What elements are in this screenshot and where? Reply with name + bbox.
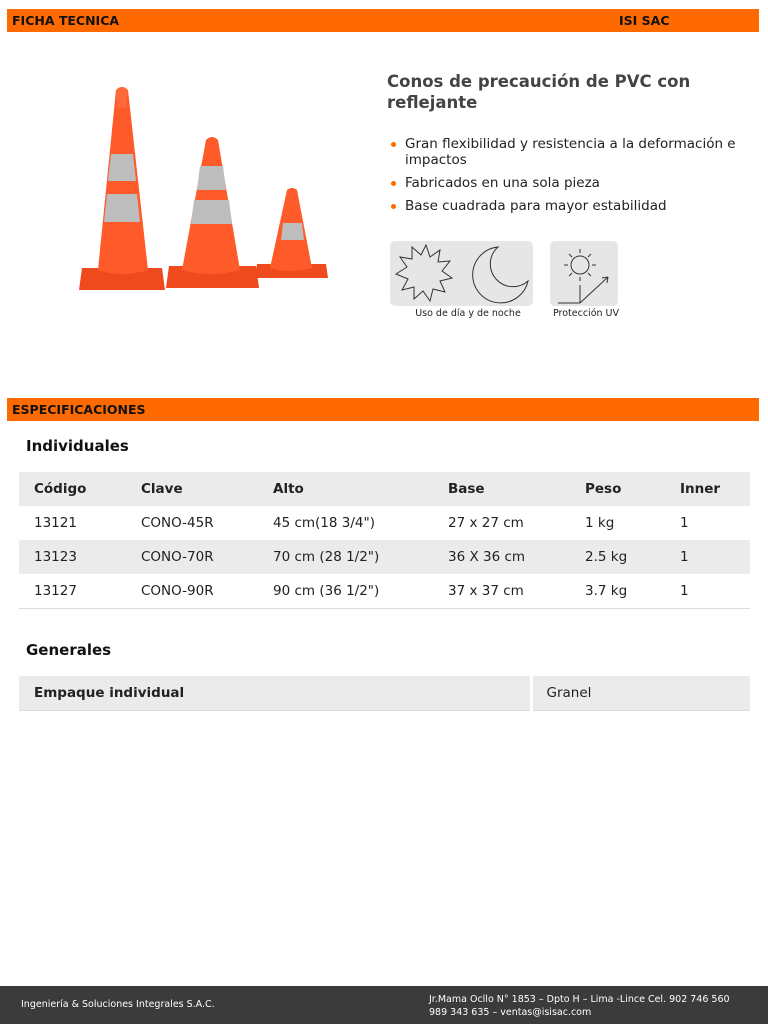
table-cell: 90 cm (36 1/2") <box>258 574 433 608</box>
specs-section-bar <box>7 398 759 421</box>
table-header-row <box>19 472 750 506</box>
table-row <box>19 506 750 540</box>
product-image <box>70 78 340 303</box>
general-title: Generales <box>26 641 112 659</box>
table-row <box>19 676 750 710</box>
footer-address <box>429 993 759 1019</box>
feature-list <box>390 136 750 221</box>
feature-item: Fabricados en una sola pieza <box>390 175 750 191</box>
footer-address-line: 989 343 635 – ventas@isisac.com <box>429 1007 592 1018</box>
table-cell: 2.5 kg <box>570 540 665 574</box>
table-cell: 13127 <box>19 574 126 608</box>
specs-section-label: ESPECIFICACIONES <box>12 402 146 417</box>
individual-title: Individuales <box>26 437 129 455</box>
table-cell: 1 <box>680 515 689 531</box>
uv-caption: Protección UV <box>552 308 620 319</box>
day-night-caption: Uso de día y de noche <box>415 308 521 319</box>
table-cell: 37 x 37 cm <box>433 574 570 608</box>
footer <box>0 986 768 1024</box>
table-cell-key: Empaque individual <box>19 676 531 710</box>
table-cell: 36 X 36 cm <box>433 540 570 574</box>
table-cell: 13121 <box>34 515 77 531</box>
column-header: Alto <box>258 472 433 506</box>
table-cell: 1 <box>665 540 750 574</box>
column-header: Clave <box>126 472 258 506</box>
table-cell: 27 x 27 cm <box>448 515 524 531</box>
table-cell: CONO-90R <box>126 574 258 608</box>
table-cell: CONO-70R <box>126 540 258 574</box>
header-bar <box>7 9 759 32</box>
table-cell: CONO-45R <box>141 515 214 531</box>
column-header: Inner <box>665 472 750 506</box>
sun-moon-icon <box>390 241 533 306</box>
table-cell-value: Granel <box>531 676 750 710</box>
general-table <box>19 676 750 711</box>
column-header: Base <box>433 472 570 506</box>
table-cell: 1 <box>665 574 750 608</box>
specs-table <box>19 472 750 609</box>
product-title: Conos de precaución de PVC con reflejante <box>387 72 691 112</box>
feature-item: Base cuadrada para mayor estabilidad <box>390 198 750 214</box>
table-cell: 13123 <box>19 540 126 574</box>
doc-type-label: FICHA TECNICA <box>12 13 120 28</box>
footer-address-line: Jr.Mama Ocllo N° 1853 – Dpto H – Lima -Lince Cel. 902 746 560 <box>429 994 730 1005</box>
table-cell: 1 kg <box>585 515 615 531</box>
company-label: ISI SAC <box>619 13 670 28</box>
column-header: Peso <box>570 472 665 506</box>
table-row <box>19 540 750 574</box>
table-cell: 45 cm(18 3/4") <box>273 515 375 531</box>
table-cell: 70 cm (28 1/2") <box>258 540 433 574</box>
column-header: Código <box>19 472 126 506</box>
uv-protection-icon <box>550 241 618 306</box>
feature-item: Gran flexibilidad y resistencia a la deformación e impactos <box>390 136 750 168</box>
table-cell: 3.7 kg <box>570 574 665 608</box>
table-row <box>19 574 750 608</box>
footer-company: Ingeniería & Soluciones Integrales S.A.C. <box>21 999 215 1010</box>
